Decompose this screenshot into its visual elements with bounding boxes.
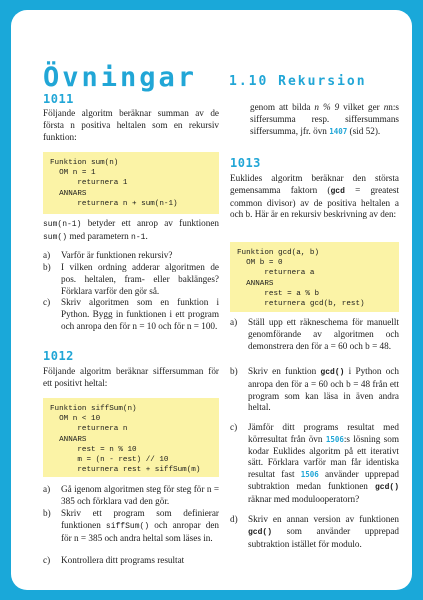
exercise-1013-header: 1013 [230, 156, 261, 170]
cont-text: genom att bilda [250, 102, 315, 112]
code-gcd: gcd [330, 186, 345, 196]
cont-text: n:s siffersumma resp. siffersummans siffersumma, jfr. övn [250, 102, 400, 136]
item-text: Varför är funktionen rekursiv? [61, 250, 173, 260]
note-text: betyder ett anrop av funktionen [81, 218, 219, 228]
item-label: a) [43, 484, 51, 494]
code-siffsum: siffSum() [105, 521, 150, 531]
item-text: Ställ upp ett räkneschema för manuellt genomförande av algoritmen och demonstrera den för a = 60 och b = 48. [248, 317, 399, 351]
exercise-ref-link[interactable]: 1506 [325, 434, 344, 444]
item-text: Jämför ditt programs resultat med körresultat från övn [248, 422, 399, 444]
exercise-ref-link[interactable]: 1506 [300, 470, 319, 480]
exercise-1013-intro [230, 173, 399, 221]
note-text: . [145, 230, 148, 241]
exercise-1011-note [43, 218, 219, 244]
item-text: Skriv en annan version av funktionen [248, 514, 399, 524]
exercise-1012-code: Funktion siffSum(n) OM n < 10 returnera n ANNARS rest = n % 10 m = (n - rest) // 10 returnera rest + siffSum(m) [43, 398, 219, 477]
item-text: :s lösning som kodar Euklides algoritm på ett iterativt sätt. Förklara varför man får identiska resultat fast [248, 433, 399, 480]
item-label: c) [43, 555, 51, 565]
item-text: Gå igenom algoritmen steg för steg för n = 385 och förklara vad den gör. [61, 484, 219, 506]
exercise-1011-code: Funktion sum(n) OM n = 1 returnera 1 ANNARS returnera n + sum(n-1) [43, 152, 219, 214]
item-label: b) [43, 508, 51, 518]
item-label: c) [230, 422, 238, 432]
code-gcd: gcd() [320, 368, 345, 377]
code-sum-call: sum(n-1) [43, 220, 82, 229]
cont-text: (sid 52). [347, 125, 381, 136]
intro-text: = greatest common divisor) av de positiva heltalen a och b. Här är en rekursiv beskrivning av den: [230, 184, 400, 220]
item-text: Kontrollera ditt programs resultat [61, 555, 185, 565]
item-text: använder upprepad subtraktion medan funktionen [248, 469, 400, 491]
section-title: 1.10 Rekursion [229, 74, 367, 89]
item-text: Skriv ett program som definierar funktionen [61, 508, 219, 530]
item-text: i Python och anropa den för a = 60 och b = 48 från ett program som kan läsa in även andra heltal. [248, 366, 399, 413]
exercise-1011-header: 1011 [43, 92, 74, 106]
item-text: I vilken ordning adderar algoritmen de pos. heltalen, fram- eller baklänges? Förklara varför den gör så. [61, 262, 219, 296]
code-param: n-1 [131, 232, 146, 242]
exercise-ref-link[interactable]: 1407 [329, 126, 348, 136]
item-label: c) [43, 297, 51, 307]
exercise-1012-header: 1012 [43, 349, 74, 363]
item-text: som använder upprepad subtraktion istället för modulo. [248, 525, 399, 549]
item-label: a) [230, 317, 238, 327]
note-text: med parametern [67, 230, 132, 241]
exercise-1013-code: Funktion gcd(a, b) OM b = 0 returnera a ANNARS rest = a % b returnera gcd(b, rest) [230, 242, 399, 312]
item-label: b) [230, 366, 238, 376]
item-text: Skriv en funktion [248, 366, 321, 376]
code-sum: sum() [43, 232, 68, 242]
exercise-1012-continuation: genom att bilda n % 9 vilket ger nn:s siffersumma resp. siffersummans siffersumma, jfr. övn 1407 (sid 52). [250, 102, 400, 136]
intro-text: Euklides algoritm beräknar den största gemensamma faktorn ( [230, 173, 399, 195]
item-label: a) [43, 250, 51, 260]
page-title: Övningar [43, 62, 198, 93]
code-gcd: gcd() [374, 482, 399, 492]
cont-text: vilket ger [339, 102, 384, 112]
item-label: d) [230, 514, 238, 524]
item-text: och anropar den för n = 385 och andra heltal som läses in. [61, 519, 219, 543]
math-expression: n % 9 [314, 102, 340, 112]
item-label: b) [43, 262, 51, 272]
item-text: Skriv algoritmen som en funktion i Python. Bygg in funktionen i ett program och anropa den för n = 10 och för n = 100. [61, 297, 219, 331]
item-text: räknar med modulooperatorn? [248, 493, 360, 504]
exercise-1012-intro: Följande algoritm beräknar siffersumman för ett positivt heltal: [43, 366, 219, 388]
exercise-page [11, 10, 412, 590]
exercise-1011-intro: Följande algoritm beräknar summan av de första n positiva heltalen som en rekursiv funktion: [43, 108, 219, 142]
code-gcd: gcd() [248, 527, 273, 537]
